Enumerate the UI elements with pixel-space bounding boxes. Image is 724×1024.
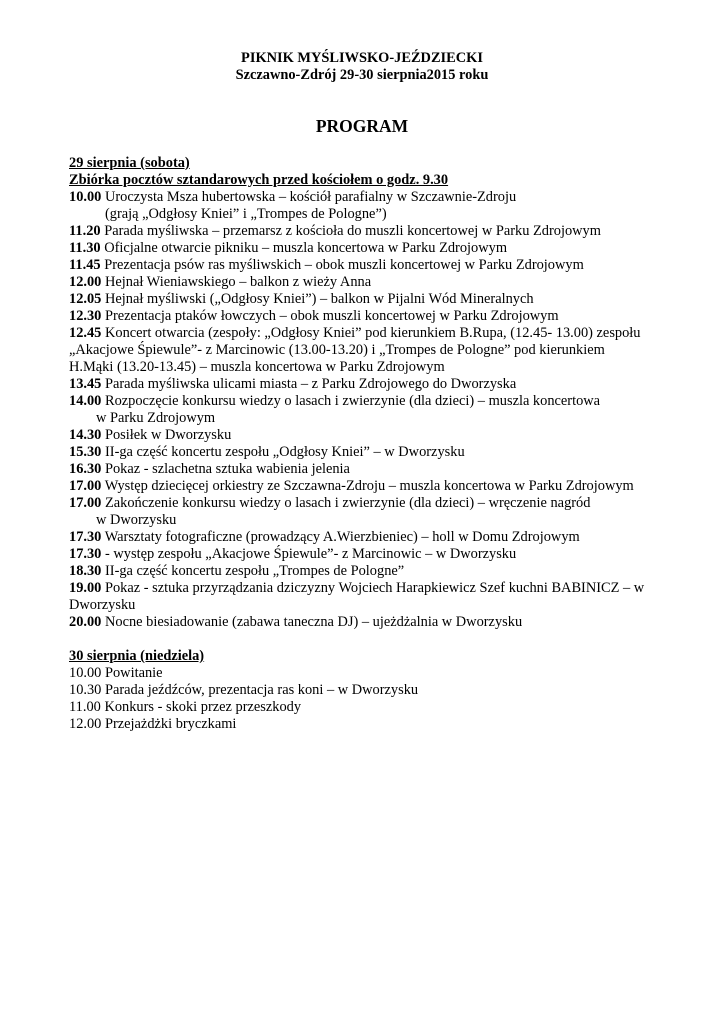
schedule-item: 19.00 Pokaz - sztuka przyrządzania dziczyzny Wojciech Harapkiewicz Szef kuchni BABINICZ – w xyxy=(69,580,645,596)
schedule-item: 11.20 Parada myśliwska – przemarsz z kościoła do muszli koncertowej w Parku Zdrojowym xyxy=(69,223,601,239)
schedule-item: 18.30 II-ga część koncertu zespołu „Trompes de Pologne” xyxy=(69,563,405,579)
schedule-item: 14.00 Rozpoczęcie konkursu wiedzy o lasach i zwierzynie (dla dzieci) – muszla koncertowa xyxy=(69,393,601,409)
schedule-item: 10.30 Parada jeźdźców, prezentacja ras koni – w Dworzysku xyxy=(69,682,419,698)
gathering-line: Zbiórka pocztów sztandarowych przed kościołem o godz. 9.30 xyxy=(69,172,449,188)
schedule-item: 12.45 Koncert otwarcia (zespoły: „Odgłosy Kniei” pod kierunkiem B.Rupa, (12.45- 13.00) zespołu xyxy=(69,325,641,341)
schedule-item: 12.05 Hejnał myśliwski („Odgłosy Kniei”) – balkon w Pijalni Wód Mineralnych xyxy=(69,291,534,307)
schedule-item-continuation: „Akacjowe Śpiewule”- z Marcinowic (13.00-13.20) i „Trompes de Pologne” pod kierunkiem xyxy=(69,342,605,358)
document-title: PIKNIK MYŚLIWSKO-JEŹDZIECKI xyxy=(241,50,483,66)
day2-heading: 30 sierpnia (niedziela) xyxy=(69,648,205,664)
schedule-item-continuation: w Dworzysku xyxy=(96,512,177,528)
schedule-item: 15.30 II-ga część koncertu zespołu „Odgłosy Kniei” – w Dworzysku xyxy=(69,444,465,460)
schedule-item-continuation: H.Mąki (13.20-13.45) – muszla koncertowa w Parku Zdrojowym xyxy=(69,359,445,375)
schedule-item: 14.30 Posiłek w Dworzysku xyxy=(69,427,232,443)
schedule-item: 17.00 Zakończenie konkursu wiedzy o lasach i zwierzynie (dla dzieci) – wręczenie nagród xyxy=(69,495,591,511)
schedule-item-continuation: w Parku Zdrojowym xyxy=(96,410,216,426)
schedule-item: 11.45 Prezentacja psów ras myśliwskich – obok muszli koncertowej w Parku Zdrojowym xyxy=(69,257,584,273)
schedule-item-continuation: Dworzysku xyxy=(69,597,136,613)
schedule-item: 17.30 - występ zespołu „Akacjowe Śpiewule”- z Marcinowic – w Dworzysku xyxy=(69,546,517,562)
schedule-item: 17.00 Występ dziecięcej orkiestry ze Szczawna-Zdroju – muszla koncertowa w Parku Zdrojowym xyxy=(69,478,634,494)
schedule-item: 20.00 Nocne biesiadowanie (zabawa taneczna DJ) – ujeżdżalnia w Dworzysku xyxy=(69,614,523,630)
schedule-item: 12.30 Prezentacja ptaków łowczych – obok muszli koncertowej w Parku Zdrojowym xyxy=(69,308,559,324)
schedule-item: 11.00 Konkurs - skoki przez przeszkody xyxy=(69,699,302,715)
schedule-item: 16.30 Pokaz - szlachetna sztuka wabienia jelenia xyxy=(69,461,350,477)
schedule-item: 11.30 Oficjalne otwarcie pikniku – muszla koncertowa w Parku Zdrojowym xyxy=(69,240,508,256)
day1-heading: 29 sierpnia (sobota) xyxy=(69,155,190,171)
schedule-item: 12.00 Hejnał Wieniawskiego – balkon z wieży Anna xyxy=(69,274,372,290)
program-heading: PROGRAM xyxy=(315,116,409,136)
document-subtitle: Szczawno-Zdrój 29-30 sierpnia2015 roku xyxy=(235,67,489,83)
schedule-item: 10.00 Powitanie xyxy=(69,665,163,681)
schedule-item: 10.00 Uroczysta Msza hubertowska – kościół parafialny w Szczawnie-Zdroju xyxy=(69,189,517,205)
program-content xyxy=(69,155,669,733)
schedule-item: 12.00 Przejażdżki bryczkami xyxy=(69,716,237,732)
schedule-item: 13.45 Parada myśliwska ulicami miasta – z Parku Zdrojowego do Dworzyska xyxy=(69,376,517,392)
section-spacer xyxy=(69,631,669,648)
schedule-item-continuation: (grają „Odgłosy Kniei” i „Trompes de Pologne”) xyxy=(105,206,387,222)
schedule-item: 17.30 Warsztaty fotograficzne (prowadzący A.Wierzbieniec) – holl w Domu Zdrojowym xyxy=(69,529,580,545)
